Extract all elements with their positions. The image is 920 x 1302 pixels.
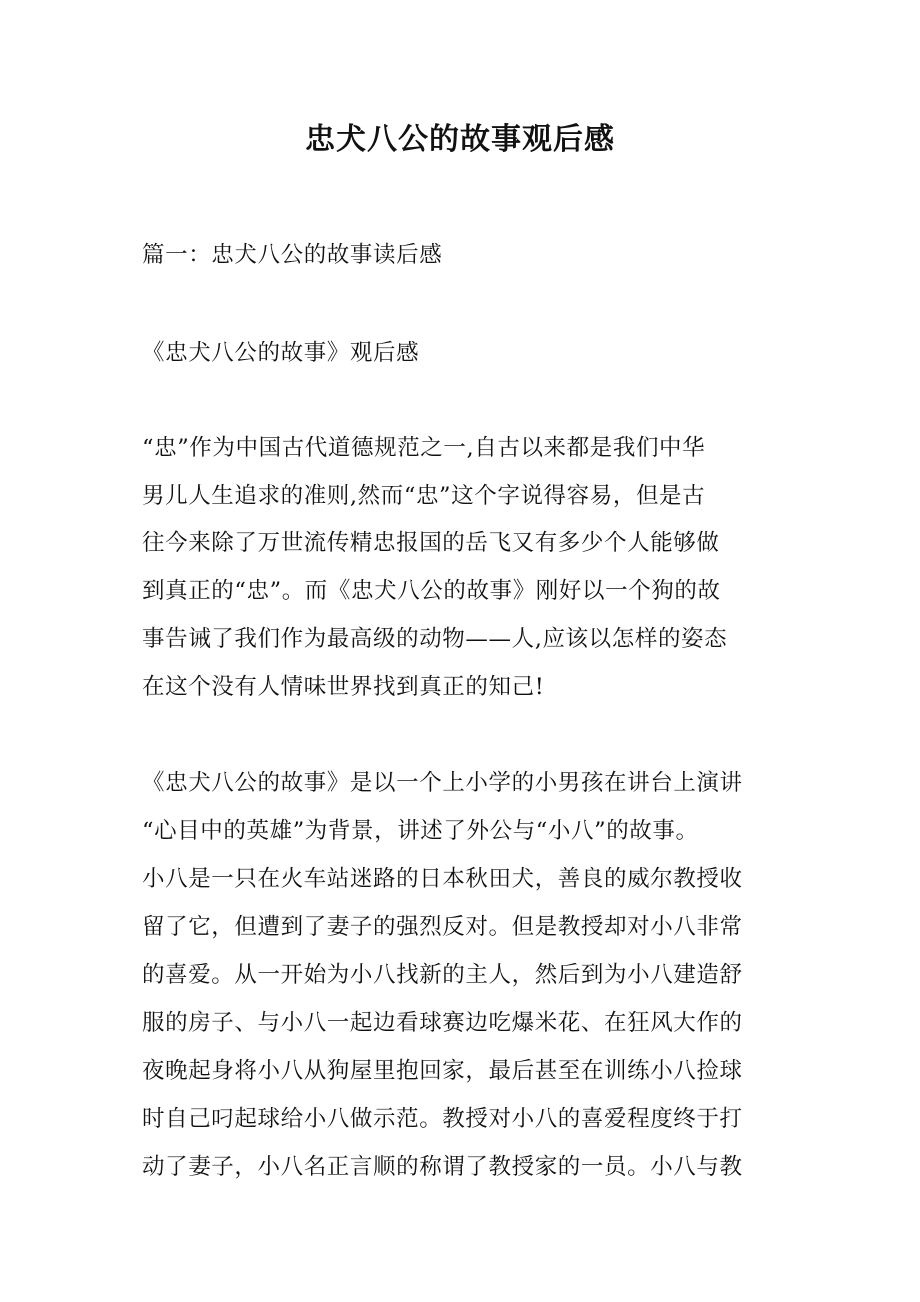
paragraph-line: 到真正的“忠”。而《忠犬八公的故事》刚好以一个狗的故 <box>142 578 721 604</box>
paragraph-line: 《忠犬八公的故事》是以一个上小学的小男孩在讲台上演讲 <box>142 770 743 796</box>
paragraph-line: 的喜爱。从一开始为小八找新的主人，然后到为小八建造舒 <box>142 962 743 988</box>
paragraph-line: 留了它，但遭到了妻子的强烈反对。但是教授却对小八非常 <box>142 914 743 940</box>
paragraph-line: 动了妻子，小八名正言顺的称谓了教授家的一员。小八与教 <box>142 1154 743 1180</box>
paragraph-line: 往今来除了万世流传精忠报国的岳飞又有多少个人能够做 <box>142 530 720 556</box>
paragraph-line: “心目中的英雄”为背景，讲述了外公与“小八”的故事。 <box>142 818 699 844</box>
paragraph-line: 小八是一只在火车站迷路的日本秋田犬，善良的威尔教授收 <box>142 866 743 892</box>
section-heading: 篇一：忠犬八公的故事读后感 <box>142 242 443 268</box>
paragraph-line: 夜晚起身将小八从狗屋里抱回家，最后甚至在训练小八捡球 <box>142 1058 743 1084</box>
paragraph-line: “忠”作为中国古代道德规范之一,自古以来都是我们中华 <box>142 435 706 461</box>
subheading: 《忠犬八公的故事》观后感 <box>142 340 420 366</box>
page-title: 忠犬八公的故事观后感 <box>305 122 615 157</box>
paragraph-line: 服的房子、与小八一起边看球赛边吃爆米花、在狂风大作的 <box>142 1010 743 1036</box>
paragraph-line: 在这个没有人情味世界找到真正的知己! <box>142 674 545 700</box>
paragraph-line: 时自己叼起球给小八做示范。教授对小八的喜爱程度终于打 <box>142 1106 743 1132</box>
paragraph-line: 男儿人生追求的准则,然而“忠”这个字说得容易，但是古 <box>142 483 706 509</box>
paragraph-line: 事告诫了我们作为最高级的动物——人,应该以怎样的姿态 <box>142 626 728 652</box>
